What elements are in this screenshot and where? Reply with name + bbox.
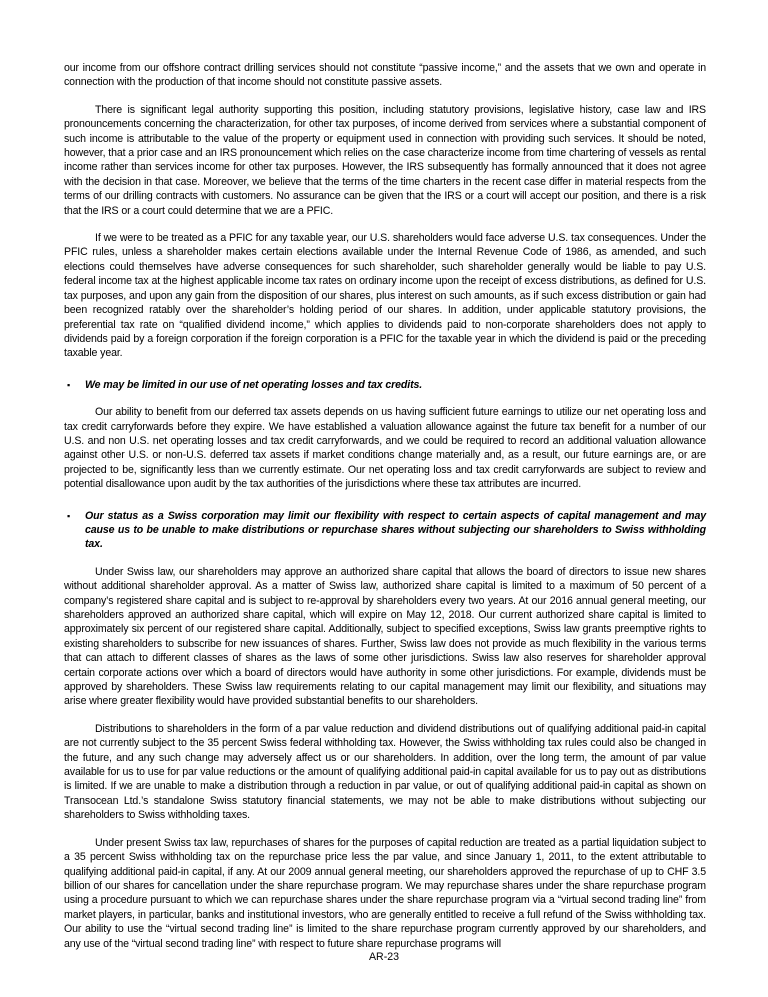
paragraph: our income from our offshore contract drilling services should not constitute “passive income,” and the assets that we own and operate in connection with the production of that income should not constitute passive assets. (64, 62, 706, 89)
paragraph: Under present Swiss tax law, repurchases of shares for the purposes of capital reduction are treated as a partial liquidation subject to a 35 percent Swiss withholding tax on the repurchase price less the par value, and since January 1, 2011, to the extent attributable to qualifying additional paid-in capital, if any. At our 2009 annual general meeting, our shareholders approved the repurchase of up to CHF 3.5 billion of our shares for cancellation under the share repurchase program. We may repurchase shares under the share repurchase program using a procedure pursuant to which we can repurchase shares under the share repurchase program via a “virtual second trading line” from market players, in particular, banks and institutional investors, who are generally entitled to receive a full refund of the Swiss withholding tax. Our ability to use the “virtual second trading line” is limited to the share repurchase program currently approved by our shareholders, and any use of the “virtual second trading line” with respect to future share repurchase programs will (64, 836, 706, 950)
paragraph: There is significant legal authority supporting this position, including statutory provisions, legislative history, case law and IRS pronouncements concerning the characterization, for other tax purposes, of income derived from services where a substantial component of such income is attributable to the value of the property or equipment used in connection with providing such services. It should be noted, however, that a prior case and an IRS pronouncement which relies on the case characterize income from time chartering of vessels as rental income rather than services income for other tax purposes. However, the IRS subsequently has formally announced that it does not agree with the decision in that case. Moreover, we believe that the terms of the time charters in the recent case differ in material respects from the terms of our drilling contracts with customers. No assurance can be given that the IRS or a court will accept our position, and there is a risk that the IRS or a court could determine that we are a PFIC. (64, 103, 706, 217)
paragraph: If we were to be treated as a PFIC for any taxable year, our U.S. shareholders would face adverse U.S. tax consequences. Under the PFIC rules, unless a shareholder makes certain elections available under the Internal Revenue Code of 1986, as amended, and such elections could themselves have adverse consequences for such shareholder, such shareholder generally would be liable to pay U.S. federal income tax at the highest applicable income tax rates on ordinary income upon the receipt of excess distributions, as defined for U.S. tax purposes, and upon any gain from the disposition of our shares, plus interest on such amounts, as if such excess distribution or gain had been recognized ratably over the shareholder’s holding period of our shares. In addition, under applicable statutory provisions, the preferential tax rate on “qualified dividend income,” which applies to dividends paid to non-corporate shareholders does not apply to dividends paid by a foreign corporation if the foreign corporation is a PFIC for the taxable year in which the dividend is paid or the preceding taxable year. (64, 232, 706, 360)
page-number: AR-23 (368, 951, 400, 963)
paragraph: Our ability to benefit from our deferred tax assets depends on us having sufficient future earnings to utilize our net operating loss and tax credit carryforwards before they expire. We have established a valuation allowance against the future tax benefit for a number of our U.S. and non U.S. net operating losses and tax credit carryforwards, and we could be required to record an additional valuation allowance against other U.S. or non-U.S. deferred tax assets if market conditions change materially and, as a result, our future earnings are, or are projected to be, significantly less than we currently estimate. Our net operating loss and tax credit carryforwards are subject to review and potential disallowance upon audit by the tax authorities of the jurisdictions where these tax attributes are incurred. (64, 406, 706, 491)
square-bullet-icon: ▪ (67, 510, 71, 521)
paragraph: Distributions to shareholders in the form of a par value reduction and dividend distributions out of qualifying additional paid-in capital are not currently subject to the 35 percent Swiss federal withholding tax. However, the Swiss withholding tax rules could also be changed in the future, and any such change may adversely affect us or our shareholders. In addition, over the long term, the amount of par value available for us to use for par value reductions or the amount of qualifying additional paid-in capital available for us to pay out as distributions is limited. If we are unable to make a distribution through a reduction in par value, or out of qualifying additional paid-in capital as shown on Transocean Ltd.’s standalone Swiss statutory financial statements, we may not be able to make distributions without subjecting our shareholders to Swiss withholding taxes. (64, 722, 706, 822)
bullet-item (64, 378, 706, 392)
document-body (64, 61, 706, 951)
paragraph: Under Swiss law, our shareholders may approve an authorized share capital that allows the board of directors to issue new shares without additional shareholder approval. As a matter of Swiss law, authorized share capital is limited to a maximum of 50 percent of a company’s registered share capital and is subject to re-approval by shareholders every two years. At our 2016 annual general meeting, our shareholders approved an authorized share capital, which will expire on May 12, 2018. Our current authorized share capital is limited to approximately six percent of our registered share capital. Additionally, subject to specified exceptions, Swiss law grants preemptive rights to existing shareholders to subscribe for new issuances of shares. Further, Swiss law does not provide as much flexibility in the various terms that can attach to different classes of shares as the laws of some other jurisdictions. Swiss law also reserves for shareholder approval certain corporate actions over which a board of directors would have authority in some other jurisdictions. For example, dividends must be approved by shareholders. These Swiss law requirements relating to our capital management may limit our flexibility, and situations may arise where greater flexibility would have provided substantial benefits to our shareholders. (64, 565, 706, 708)
bullet-heading: We may be limited in our use of net operating losses and tax credits. (85, 378, 423, 391)
bullet-item (64, 509, 706, 552)
square-bullet-icon: ▪ (67, 379, 71, 390)
bullet-heading: Our status as a Swiss corporation may limit our flexibility with respect to certain aspects of capital management and may cause us to be unable to make distributions or repurchase shares without subjecting our shareholders to Swiss withholding tax. (85, 509, 706, 551)
